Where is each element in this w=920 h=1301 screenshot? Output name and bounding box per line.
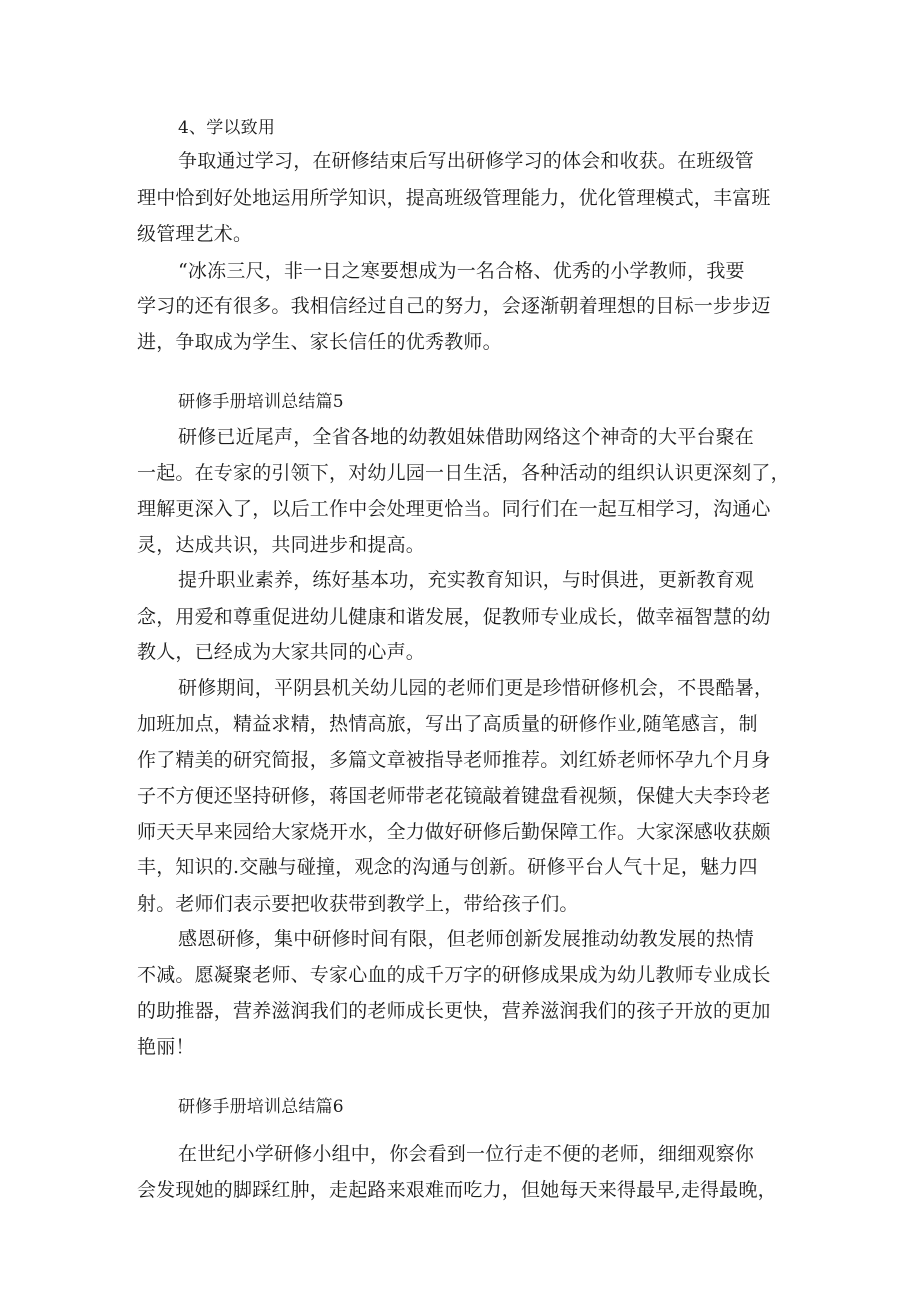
section-heading-6: 研修手册培训总结篇6 — [178, 1097, 344, 1117]
paragraph-line: 作了精美的研究简报，多篇文章被指导老师推荐。刘红娇老师怀孕九个月身 — [137, 749, 771, 771]
paragraph-line: 念，用爱和尊重促进幼儿健康和谐发展，促教师专业成长，做幸福智慧的幼 — [137, 606, 771, 628]
paragraph-line: 理中恰到好处地运用所学知识，提高班级管理能力，优化管理模式，丰富班 — [137, 187, 771, 209]
paragraph-line: 教人，已经成为大家共同的心声。 — [137, 641, 426, 663]
paragraph-line: 不减。愿凝聚老师、专家心血的成千万字的研修成果成为幼儿教师专业成长 — [137, 964, 771, 986]
paragraph-line: 灵，达成共识，共同进步和提高。 — [137, 534, 426, 556]
section-heading-5: 研修手册培训总结篇5 — [178, 392, 344, 412]
paragraph-line: 在世纪小学研修小组中，你会看到一位行走不便的老师，细细观察你 — [178, 1143, 755, 1165]
paragraph-line: 丰，知识的.交融与碰撞，观念的沟通与创新。研修平台人气十足，魅力四 — [137, 856, 758, 878]
paragraph-line: 感恩研修，集中研修时间有限，但老师创新发展推动幼教发展的热情 — [178, 928, 755, 950]
paragraph-line: 研修已近尾声，全省各地的幼教姐妹借助网络这个神奇的大平台聚在 — [178, 426, 755, 448]
paragraph-line: “冰冻三尺，非一日之寒要想成为一名合格、优秀的小学教师，我要 — [178, 260, 745, 282]
paragraph-line: 的助推器，营养滋润我们的老师成长更快，营养滋润我们的孩子开放的更加 — [137, 1000, 771, 1022]
paragraph-line: 射。老师们表示要把收获带到教学上，带给孩子们。 — [137, 893, 579, 915]
paragraph-line: 子不方便还坚持研修，蒋国老师带老花镜敲着键盘看视频，保健大夫李玲老 — [137, 785, 771, 807]
paragraph-line: 理解更深入了，以后工作中会处理更恰当。同行们在一起互相学习，沟通心 — [137, 498, 771, 520]
paragraph-line: 师天天早来园给大家烧开水，全力做好研修后勤保障工作。大家深感收获颇 — [137, 821, 771, 843]
paragraph-line: 会发现她的脚踩红肿，走起路来艰难而吃力，但她每天来得最早,走得最晚， — [137, 1179, 777, 1201]
paragraph-line: 艳丽！ — [137, 1036, 195, 1058]
paragraph-line: 研修期间，平阴县机关幼儿园的老师们更是珍惜研修机会，不畏酷暑， — [178, 677, 774, 699]
paragraph-line: 级管理艺术。 — [137, 223, 253, 245]
section-item-heading: 4、学以致用 — [178, 118, 276, 138]
paragraph-line: 争取通过学习，在研修结束后写出研修学习的体会和收获。在班级管 — [178, 150, 755, 172]
paragraph-line: 加班加点，精益求精，热情高旅，写出了高质量的研修作业,随笔感言，制 — [137, 713, 758, 735]
paragraph-line: 一起。在专家的引领下，对幼儿园一日生活，各种活动的组织认识更深刻了， — [137, 462, 790, 484]
paragraph-line: 进，争取成为学生、家长信任的优秀教师。 — [137, 331, 502, 353]
paragraph-line: 提升职业素养，练好基本功，充实教育知识，与时俱进，更新教育观 — [178, 569, 755, 591]
paragraph-line: 学习的还有很多。我相信经过自己的努力，会逐渐朝着理想的目标一步步迈 — [137, 295, 771, 317]
